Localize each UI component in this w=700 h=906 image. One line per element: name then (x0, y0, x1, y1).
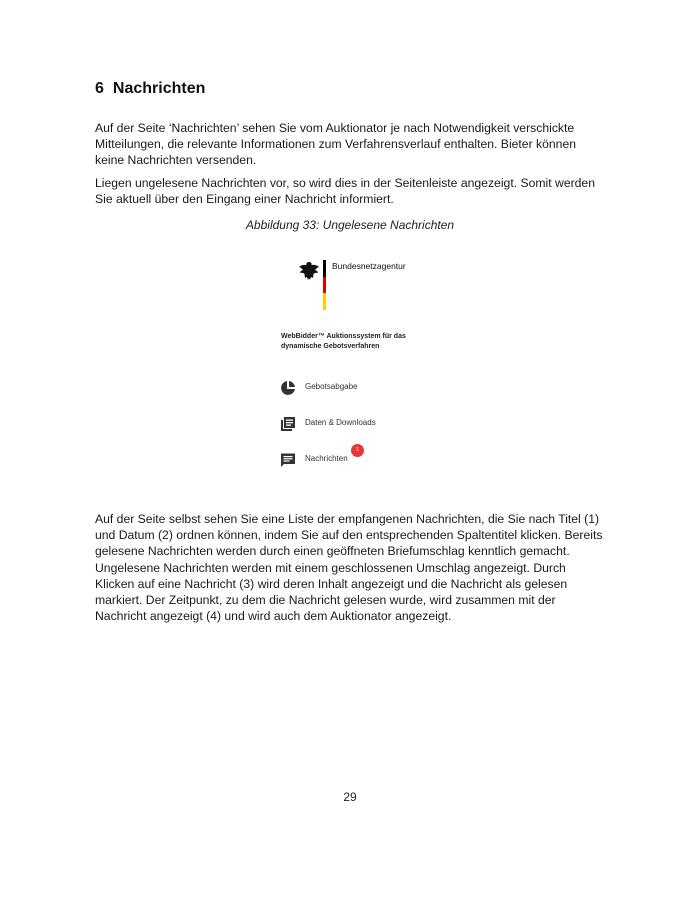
section-heading (95, 80, 205, 98)
sidebar-item-daten-downloads[interactable] (280, 414, 440, 434)
sidebar-item-nachrichten[interactable] (280, 447, 440, 470)
sidebar-item-label: Daten & Downloads (305, 418, 376, 427)
sidebar-item-label: Gebotsabgabe (305, 382, 358, 391)
section-title: Nachrichten (112, 80, 206, 97)
sidebar-info-paragraph: Liegen ungelesene Nachrichten vor, so wird dies in der Seitenleiste angezeigt. Somit werden Sie aktuell über den Eingang einer Nachricht informiert. (95, 176, 595, 207)
unread-count-badge: 1 (351, 444, 364, 457)
chat-message-icon (280, 452, 296, 468)
german-flag-bar (323, 260, 326, 310)
system-name: WebBidder™ Auktionssystem für das dynamische Gebotsverfahren (281, 333, 406, 350)
federal-eagle-icon (298, 260, 320, 282)
sidebar-item-gebotsabgabe[interactable] (280, 378, 440, 398)
library-books-icon (280, 416, 296, 432)
section-number: 6 (95, 80, 104, 97)
intro-paragraph: Auf der Seite ‘Nachrichten’ sehen Sie vom Auktionator je nach Notwendigkeit verschickte Mitteilungen, die relevante Informationen zum Verfahrensverlauf enthalten. Bieter können keine Nachrichten versenden. (95, 121, 577, 168)
agency-name: Bundesnetzagentur (332, 261, 406, 271)
figure-caption: Abbildung 33: Ungelesene Nachrichten (245, 218, 455, 232)
sidebar-screenshot-figure (250, 252, 450, 482)
sidebar-item-label: Nachrichten (305, 454, 348, 463)
pie-chart-icon (280, 380, 296, 396)
message-list-paragraph: Auf der Seite selbst sehen Sie eine Liste der empfangenen Nachrichten, die Sie nach Titel (1) und Datum (2) ordnen können, indem Sie auf den entsprechenden Spaltentitel klicken. Bereits gelesene Nachrichten werden durch einen geöffneten Briefumschlag kenntlich gemacht. Ungelesene Nachrichten werden mit einem geschlossenen Umschlag angezeigt. Durch Klicken auf eine Nachricht (3) wird deren Inhalt angezeigt und die Nachricht als gelesen markiert. Der Zeitpunkt, zu dem die Nachricht gelesen wurde, wird zusammen mit der Nachricht angezeigt (4) und wird auch dem Auktionator angezeigt. (95, 512, 603, 624)
page-number: 29 (343, 790, 357, 804)
